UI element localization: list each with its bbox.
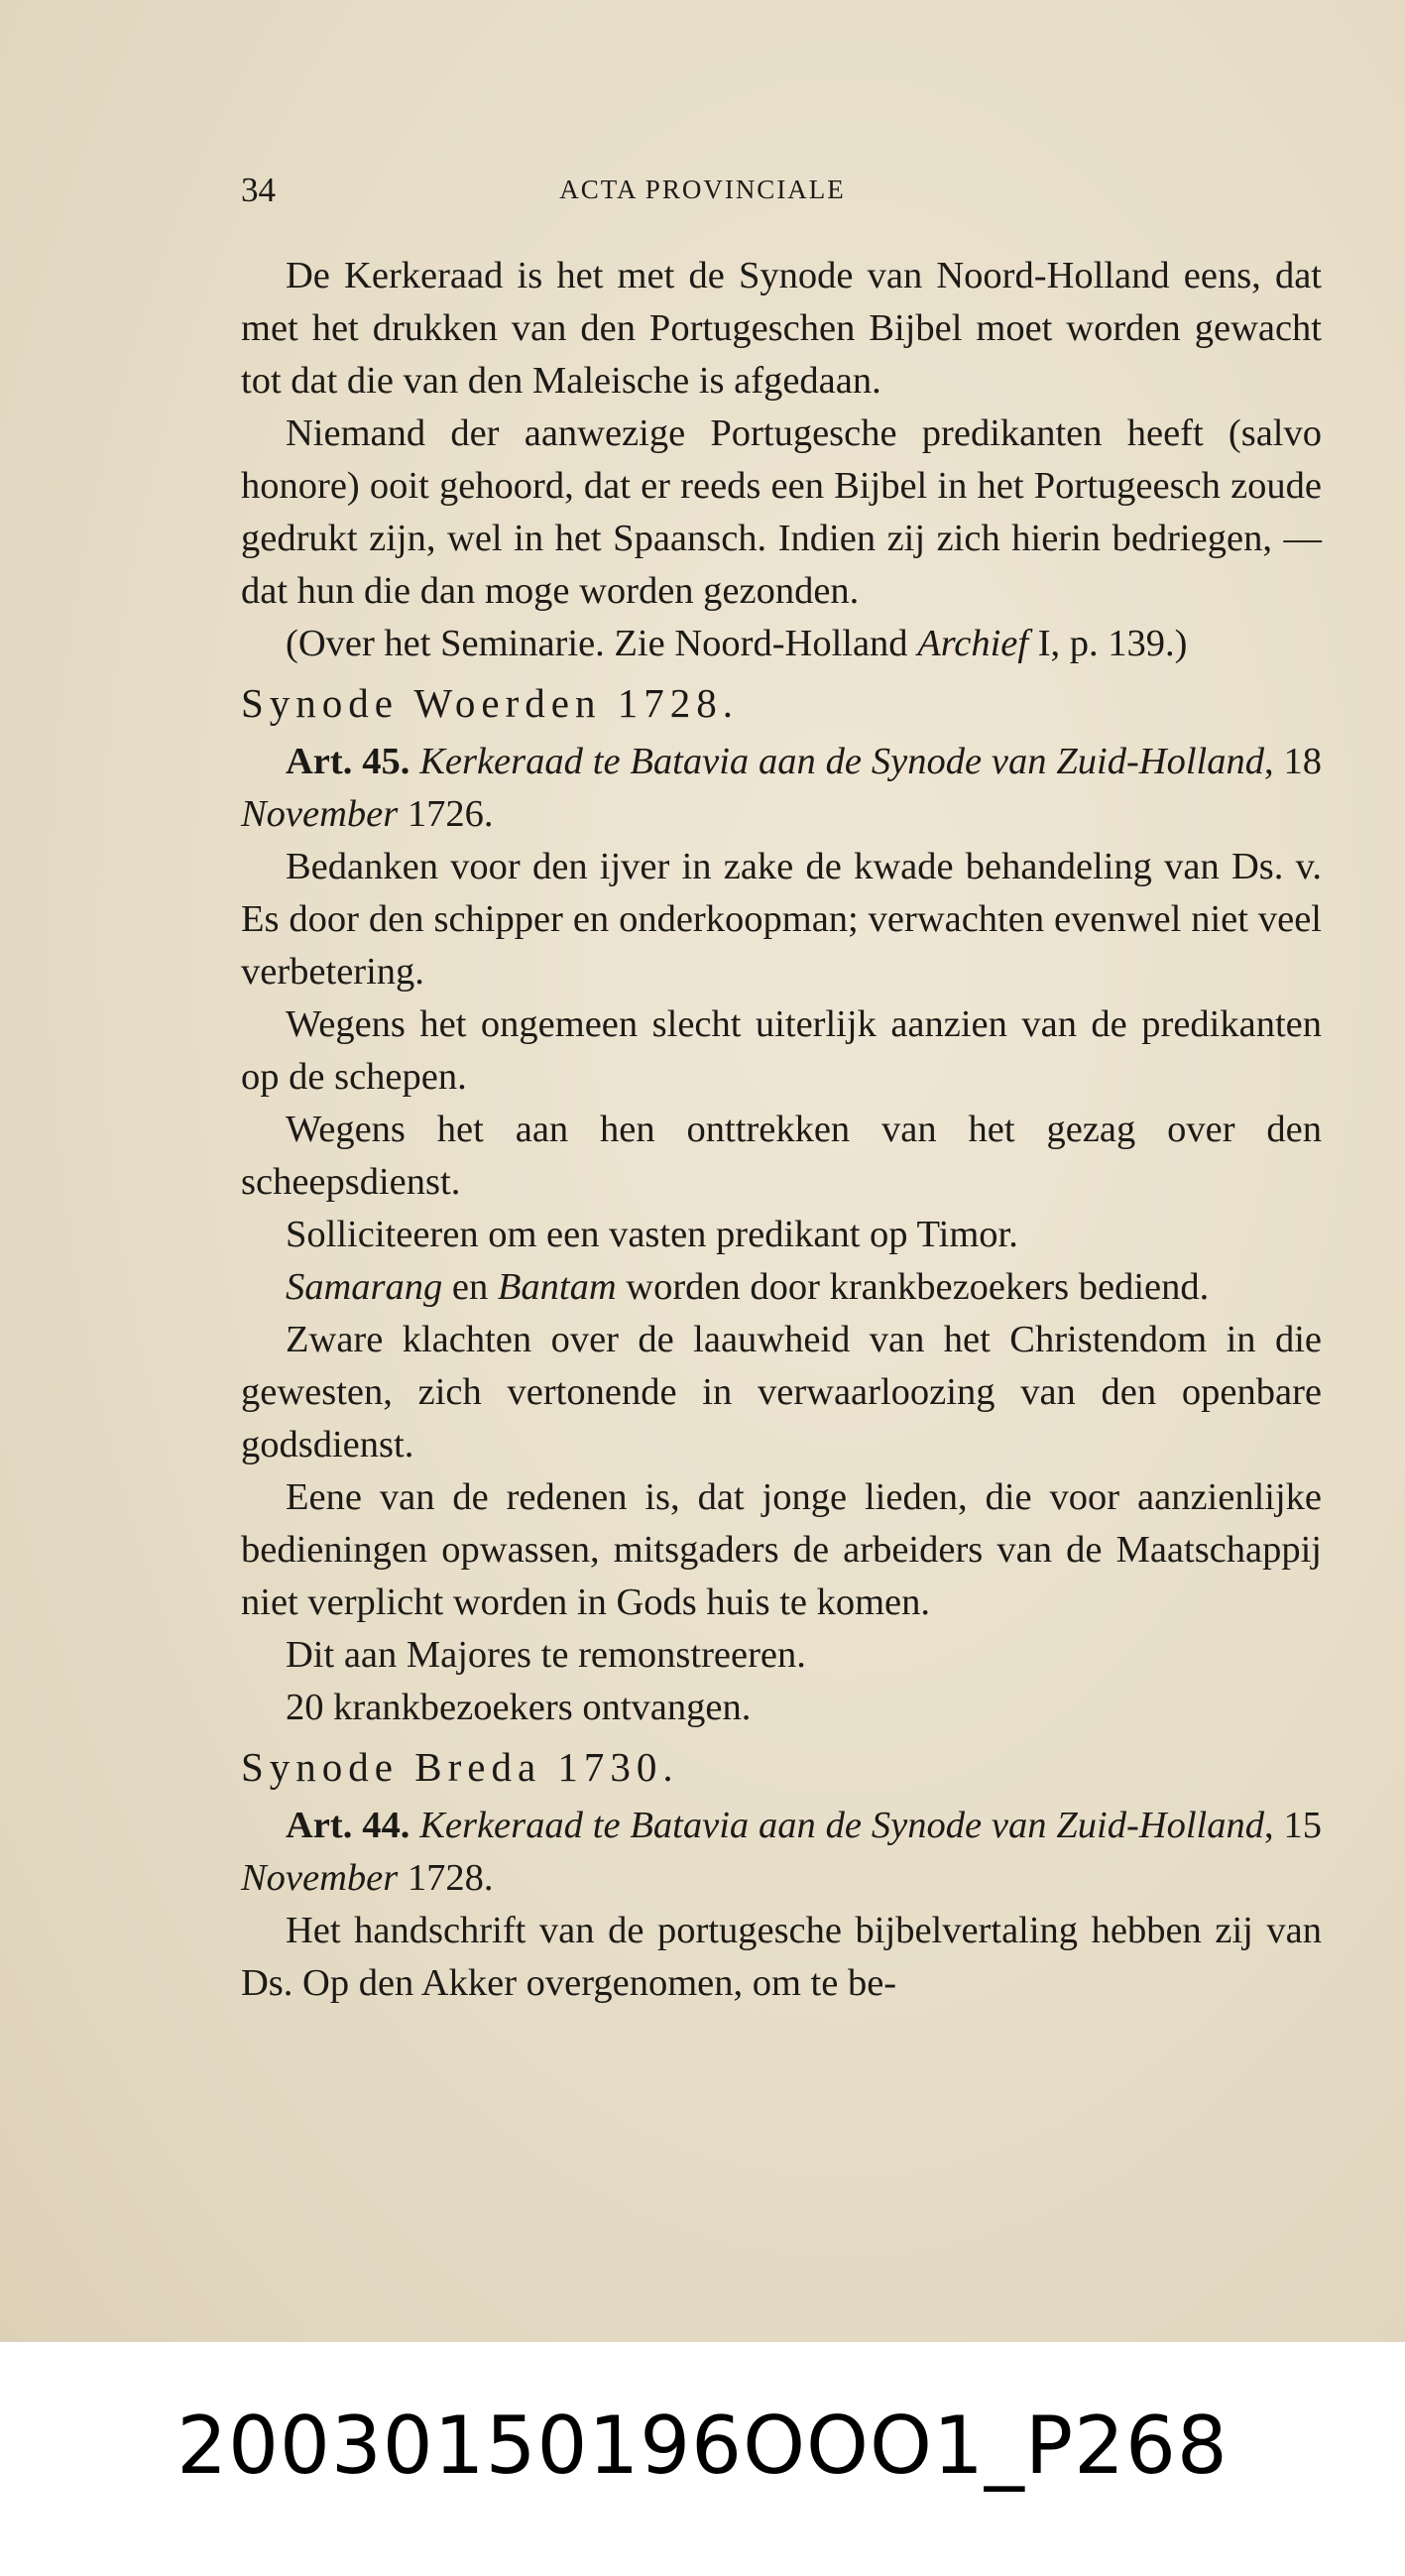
italic-text: Bantam	[497, 1266, 617, 1308]
text-span: , 15	[1264, 1805, 1323, 1846]
paragraph: Wegens het ongemeen slecht uiterlijk aanzien van de predikanten op de schepen.	[241, 1003, 1322, 1098]
article-month: November	[241, 793, 399, 835]
section-heading: Synode Woerden 1728.	[241, 680, 739, 726]
paragraph: De Kerkeraad is het met de Synode van Noord-Holland eens, dat met het drukken van den Portugeschen Bijbel moet worden gewacht tot dat die van den Maleische is afgedaan.	[241, 255, 1322, 402]
scan-identifier: 20030150196OOO1_P268	[176, 2400, 1229, 2492]
paragraph: Zware klachten over de laauwheid van het Christendom in die gewesten, zich vertonende in verwaarloozing van den openbare godsdienst.	[241, 1319, 1322, 1465]
running-title: ACTA PROVINCIALE	[559, 175, 846, 204]
article-title: Kerkeraad te Batavia aan de Synode van Zuid-Holland	[419, 741, 1265, 782]
paragraph	[241, 618, 1322, 670]
text-span: , 18	[1264, 741, 1323, 782]
italic-text: Samarang	[286, 1266, 443, 1308]
paragraph: Niemand der aanwezige Portugesche predikanten heeft (salvo honore) ooit gehoord, dat er reeds een Bijbel in het Portugeesch zoude gedrukt zijn, wel in het Spaansch. Indien zij zich hierin bedriegen, — dat hun die dan moge worden gezonden.	[241, 412, 1322, 612]
page-header	[241, 171, 1164, 210]
text-span: en	[442, 1266, 498, 1308]
paragraph: Het handschrift van de portugesche bijbelvertaling hebben zij van Ds. Op den Akker overgenomen, om te be-	[241, 1910, 1322, 2004]
italic-text: Archief	[917, 623, 1029, 664]
section-heading: Synode Breda 1730.	[241, 1744, 679, 1790]
paragraph: Bedanken voor den ijver in zake de kwade behandeling van Ds. v. Es door den schipper en onderkoopman; verwachten evenwel niet veel verbetering.	[241, 846, 1322, 993]
article-label: Art. 45.	[286, 741, 410, 782]
text-span: (Over het Seminarie. Zie Noord-Holland	[286, 623, 918, 664]
article-label: Art. 44.	[286, 1805, 410, 1846]
text-span: I, p. 139.)	[1028, 623, 1188, 664]
text-span: 1728.	[398, 1857, 494, 1899]
paragraph: 20 krankbezoekers ontvangen.	[286, 1687, 752, 1728]
article-title: Kerkeraad te Batavia aan de Synode van Zuid-Holland	[419, 1805, 1265, 1846]
paragraph: Eene van de redenen is, dat jonge lieden, die voor aanzienlijke bedieningen opwassen, mitsgaders de arbeiders van de Maatschappij niet verplicht worden in Gods huis te komen.	[241, 1476, 1322, 1623]
body-text	[241, 250, 1322, 2010]
text-span: 1726.	[398, 793, 494, 835]
article-line	[241, 736, 1322, 841]
text-span: worden door krankbezoekers bediend.	[616, 1266, 1210, 1308]
article-month: November	[241, 1857, 399, 1899]
paragraph: Wegens het aan hen onttrekken van het gezag over den scheepsdienst.	[241, 1109, 1322, 1203]
paragraph: Dit aan Majores te remonstreeren.	[286, 1634, 806, 1676]
page-number: 34	[241, 171, 276, 209]
paragraph: Solliciteeren om een vasten predikant op Timor.	[286, 1214, 1018, 1255]
article-line	[241, 1800, 1322, 1905]
paragraph	[241, 1261, 1322, 1314]
